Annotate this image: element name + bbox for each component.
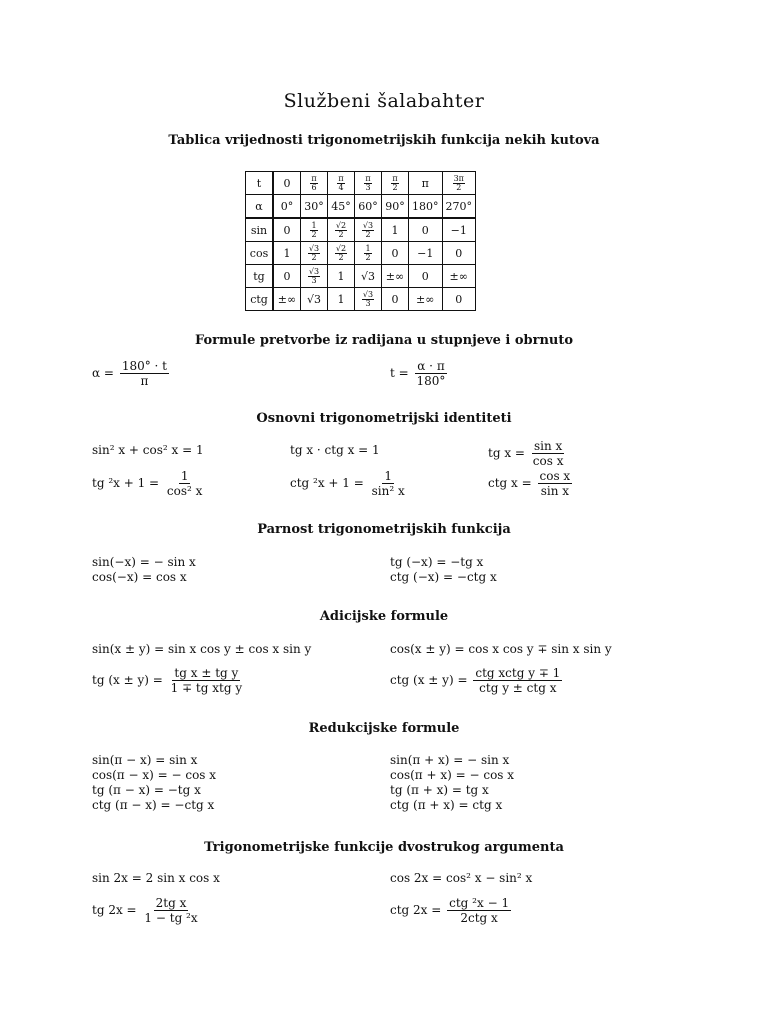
formula-identity-6: ctg x = $\frac{\text{cos x}}{\text{sin x}}$ (488, 469, 571, 498)
value-cell: $\frac{√2}{2}$ (328, 242, 355, 265)
value-cell: −1 (442, 218, 476, 242)
table-row-tg (246, 265, 476, 288)
formula-parity-3: tg (−x) = −tg x (390, 555, 484, 569)
value-cell: ±∞ (442, 265, 476, 288)
row-label-cell: t (246, 172, 274, 195)
formula-parity-1: sin(−x) = − sin x (92, 555, 196, 569)
formula-double-1: sin 2x = 2 sin x cos x (92, 871, 220, 885)
row-label-cell: cos (246, 242, 274, 265)
value-cell: √3 (355, 265, 382, 288)
formula-reduction-5: sin(π + x) = − sin x (390, 753, 510, 767)
page-title: Službeni šalabahter (283, 90, 485, 112)
section-heading-addition: Adicijske formule (319, 609, 449, 624)
formula-reduction-3: tg (π − x) = −tg x (92, 783, 201, 797)
formula-reduction-6: cos(π + x) = − cos x (390, 768, 515, 782)
value-cell: π (409, 172, 443, 195)
section-heading-table: Tablica vrijednosti trigonometrijskih funkcija nekih kutova (168, 133, 600, 148)
row-label-cell: α (246, 195, 274, 219)
formula-double-2: cos 2x = cos² x − sin² x (390, 871, 533, 885)
row-label-cell: ctg (246, 288, 274, 311)
value-cell: 0 (273, 265, 301, 288)
row-label-cell: sin (246, 218, 274, 242)
formula-identity-5: ctg ²x + 1 = $\frac{1}{\text{sin² x}}$ (290, 469, 405, 498)
header-row-alpha (246, 195, 476, 219)
table-row-ctg (246, 288, 476, 311)
value-cell: 30° (301, 195, 328, 219)
value-cell: 0 (382, 242, 409, 265)
value-cell: 60° (355, 195, 382, 219)
value-cell: $\frac{√3}{3}$ (301, 265, 328, 288)
value-cell: 270° (442, 195, 476, 219)
table-row-cos (246, 242, 476, 265)
formula-addition-4: ctg (x ± y) = $\frac{\text{ctg xctg y ∓ 1}}{\text{ctg y ± ctg x}}$ (390, 666, 561, 695)
section-heading-parity: Parnost trigonometrijskih funkcija (257, 522, 511, 537)
value-cell: 0 (409, 218, 443, 242)
value-cell: 90° (382, 195, 409, 219)
formula-reduction-8: ctg (π + x) = ctg x (390, 798, 503, 812)
formula-identity-3: tg x = $\frac{\text{sin x}}{\text{cos x}}$ (488, 439, 564, 468)
value-cell: $\frac{1}{2}$ (355, 242, 382, 265)
formula-alpha-conversion: α = $\frac{180^\circ \cdot t}{\pi}$ (92, 359, 167, 388)
value-cell: 0 (442, 242, 476, 265)
value-cell: ±∞ (273, 288, 301, 311)
formula-identity-1: sin² x + cos² x = 1 (92, 443, 204, 457)
formula-parity-2: cos(−x) = cos x (92, 570, 187, 584)
trig-values-table (245, 171, 476, 311)
formula-identity-4: tg ²x + 1 = $\frac{1}{\text{cos² x}}$ (92, 469, 203, 498)
header-row-t (246, 172, 476, 195)
section-heading-double-angle: Trigonometrijske funkcije dvostrukog argumenta (204, 840, 564, 855)
formula-identity-2: tg x · ctg x = 1 (290, 443, 380, 457)
value-cell: 0 (442, 288, 476, 311)
value-cell: 0 (273, 172, 301, 195)
value-cell: 1 (273, 242, 301, 265)
formula-t-conversion: t = $\frac{\alpha \cdot \pi}{180^\circ}$ (390, 359, 446, 388)
value-cell: $\frac{√3}{2}$ (301, 242, 328, 265)
formula-addition-1: sin(x ± y) = sin x cos y ± cos x sin y (92, 642, 312, 656)
value-cell: 1 (328, 265, 355, 288)
value-cell: $\frac{√2}{2}$ (328, 218, 355, 242)
formula-reduction-4: ctg (π − x) = −ctg x (92, 798, 215, 812)
section-heading-reduction: Redukcijske formule (308, 721, 460, 736)
formula-double-4: ctg 2x = $\frac{\text{ctg ²x − 1}}{\text{2ctg x}}$ (390, 896, 510, 925)
value-cell: ±∞ (409, 288, 443, 311)
value-cell: √3 (301, 288, 328, 311)
value-cell: 0° (273, 195, 301, 219)
formula-double-3: tg 2x = $\frac{\text{2tg x}}{\text{1 − tg ²x}}$ (92, 896, 198, 925)
value-cell: 0 (409, 265, 443, 288)
value-cell: $\frac{√3}{2}$ (355, 218, 382, 242)
formula-addition-3: tg (x ± y) = $\frac{\text{tg x ± tg y}}{\text{1 ∓ tg xtg y}}$ (92, 666, 243, 695)
row-label-cell: tg (246, 265, 274, 288)
value-cell: 45° (328, 195, 355, 219)
value-cell: −1 (409, 242, 443, 265)
value-cell: 1 (328, 288, 355, 311)
formula-reduction-2: cos(π − x) = − cos x (92, 768, 217, 782)
table-row-sin (246, 218, 476, 242)
value-cell: 0 (382, 288, 409, 311)
formula-reduction-7: tg (π + x) = tg x (390, 783, 489, 797)
section-heading-identities: Osnovni trigonometrijski identiteti (256, 411, 512, 426)
value-cell: 1 (382, 218, 409, 242)
value-cell: 180° (409, 195, 443, 219)
formula-parity-4: ctg (−x) = −ctg x (390, 570, 497, 584)
value-cell: $\frac{\pi}{4}$ (328, 172, 355, 195)
value-cell: $\frac{\pi}{3}$ (355, 172, 382, 195)
section-heading-conversion: Formule pretvorbe iz radijana u stupnjeve i obrnuto (194, 333, 574, 348)
value-cell: 0 (273, 218, 301, 242)
value-cell: $\frac{\pi}{2}$ (382, 172, 409, 195)
value-cell: $\frac{1}{2}$ (301, 218, 328, 242)
value-cell: ±∞ (382, 265, 409, 288)
value-cell: $\frac{√3}{3}$ (355, 288, 382, 311)
value-cell: $\frac{\pi}{6}$ (301, 172, 328, 195)
formula-addition-2: cos(x ± y) = cos x cos y ∓ sin x sin y (390, 642, 612, 656)
formula-reduction-1: sin(π − x) = sin x (92, 753, 198, 767)
value-cell: $\frac{3\pi}{2}$ (442, 172, 476, 195)
